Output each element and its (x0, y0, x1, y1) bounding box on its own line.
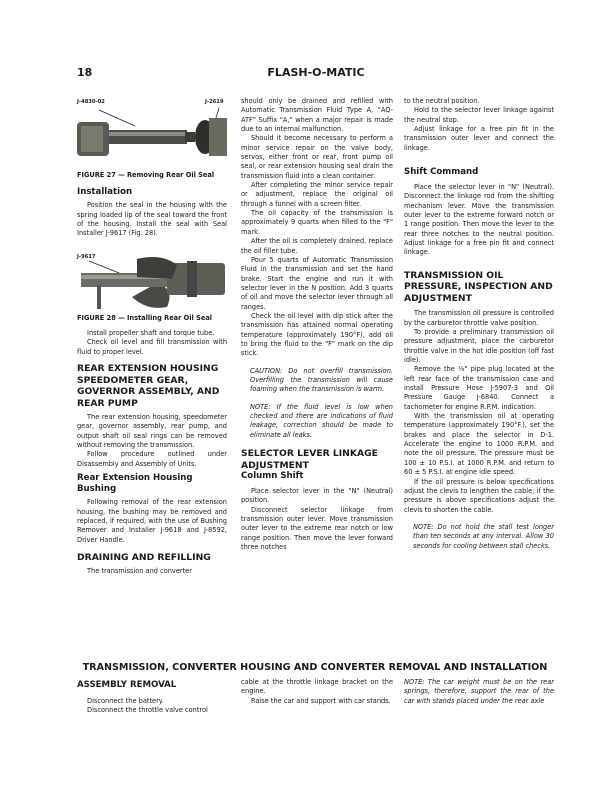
callout-label: J-4830-02 (77, 99, 105, 105)
callout-label: J-9617 (77, 253, 96, 260)
paragraph: to the neutral position. (404, 97, 480, 105)
paragraph: Should it become necessary to perform a minor service repair on the valve body, servos, either front or rear, front pump oil seal, or rear extension housing seal drain the transmission fluid into a clean container. (241, 134, 393, 180)
paragraph: The rear extension housing, speedometer gear, governor assembly, rear pump, and output shaft oil seal rings can be removed without removing the transmission. (77, 413, 227, 450)
paragraph: Install propeller shaft and torque tube. (87, 329, 215, 338)
column-1 (77, 96, 227, 577)
paragraph: Following removal of the rear extension housing, the bushing may be removed and replaced, if required, with the use of Bushing Remover and Installer J-9618 and J-8592, Driver Handle. (77, 498, 227, 544)
paragraph: Pour 5 quarts of Automatic Transmission Fluid in the transmission and set the hand brake. Start the engine and run it with selector lever in the N position. Add 3 quarts of oil and move the selector lever through all ranges. (241, 255, 393, 311)
paragraph: Raise the car and support with car stands. (251, 696, 391, 705)
figure-28 (77, 249, 227, 311)
bushing-heading: Rear Extension Housing Bushing (77, 473, 193, 495)
paragraph: After the oil is completely drained, replace the oil filler tube. (241, 237, 393, 255)
rear-extension-heading: REAR EXTENSION HOUSING SPEEDOMETER GEAR, GOVERNOR ASSEMBLY, AND REAR PUMP (77, 363, 220, 409)
stall-test-note: NOTE: Do not hold the stall test longer than ten seconds at any interval. Allow 30 seconds for cooling between stall checks. (413, 522, 554, 550)
running-title: FLASH-O-MATIC (267, 66, 365, 79)
paragraph: Follow procedure outlined under Disassembly and Assembly of Units. (77, 450, 227, 468)
figure-27 (77, 96, 227, 168)
car-weight-note: NOTE: The car weight must be on the rear springs, therefore, support the rear of the car with stands placed under the rear axle (404, 678, 554, 705)
caution-note: CAUTION: Do not overfill transmission. Overfilling the transmission will cause foaming when the transmission is warm. (250, 366, 393, 394)
column-2 (241, 97, 393, 552)
paragraph: Disconnect selector linkage from transmission outer lever. Move transmission outer lever to the extreme rear notch or low range position. Then move the lever forward three notches (241, 505, 393, 552)
removing-rear-oil-seal-photo (77, 96, 227, 168)
figure-28-caption: FIGURE 28 — Installing Rear Oil Seal (77, 313, 213, 322)
paragraph: Check the oil level with dip stick after the transmission has attained normal operating temperature (approximately 190°F), add oil to bring the fluid to the "F" mark on the dip stick. (241, 311, 393, 358)
oil-pressure-heading: TRANSMISSION OIL PRESSURE, INSPECTION AND ADJUSTMENT (404, 269, 553, 304)
column-shift-heading: Column Shift (241, 471, 304, 482)
installation-heading: Installation (77, 187, 133, 198)
paragraph: Place the selector lever in "N" (Neutral). Disconnect the linkage rod from the shifting mechanism lever. Move the transmission outer lever to the extreme forward notch or 1 range position. Then move the lever to the rear three notches to the neutral position. Adjust linkage for a free pin fit and connect linkage. (404, 183, 554, 257)
paragraph: To provide a preliminary transmission oil pressure adjustment, place the carburetor throttle valve in the hot idle position (off fast idle). (404, 328, 554, 365)
selector-linkage-heading: SELECTOR LEVER LINKAGE ADJUSTMENT (241, 448, 378, 471)
paragraph: If the oil pressure is below specifications adjust the clevis to lengthen the cable; if the pressure is above specifications adjust the clevis to shorten the cable. (404, 477, 554, 514)
paragraph: The transmission oil pressure is controlled by the carburetor throttle valve position. (404, 309, 554, 327)
paragraph: Remove the ⅛" pipe plug located at the left rear face of the transmission case and install Pressure Hose J-5907-3 and Oil Pressure Gauge J-6840. Connect a tachometer for engine R.P.M. indication. (404, 365, 554, 411)
draining-heading: DRAINING AND REFILLING (77, 551, 211, 563)
paragraph: The oil capacity of the transmission is approximately 9 quarts when filled to the "F" mark. (241, 209, 393, 236)
column-3 (404, 97, 554, 551)
paragraph: Disconnect the throttle valve control (87, 705, 208, 714)
figure-27-caption: FIGURE 27 — Removing Rear Oil Seal (77, 171, 215, 179)
fluid-note: NOTE: If the fluid level is low when checked and there are indications of fluid leakage, correction should be made to eliminate all leaks. (250, 402, 393, 439)
paragraph: Hold to the selector lever linkage against the neutral stop. (404, 106, 554, 124)
paragraph: cable at the throttle linkage bracket on the engine. (241, 678, 393, 696)
paragraph: The transmission and converter (87, 567, 192, 576)
paragraph: Adjust linkage for a free pin fit in the transmission outer lever and connect the linkage. (404, 125, 554, 152)
paragraph: should only be drained and refilled with Automatic Transmission Fluid Type A, "AQ-ATF" Suffix "A," when a major repair is made due to an internal malfunction. (241, 97, 393, 134)
installing-rear-oil-seal-photo (77, 249, 227, 311)
shift-command-heading: Shift Command (404, 167, 479, 178)
bottom-column-3 (404, 678, 554, 706)
paragraph: Place selector lever in the "N" (Neutral) position. (241, 487, 393, 505)
paragraph: Position the seal in the housing with the spring loaded lip of the seal toward the front of the housing. Install the seal with Seal Installer J-9617 (Fig. 28). (77, 201, 227, 238)
paragraph: Disconnect the battery. (87, 696, 164, 705)
callout-label: J-2619 (205, 99, 224, 105)
bottom-column-2 (241, 678, 393, 706)
paragraph: With the transmission oil at operating temperature (approximately 190°F.), set the brakes and place the selector in D-1. Accelerate the engine to 1000 R.P.M. and note the oil pressure. The pressure must be 100 ± 10 P.S.I. at 1000 R.P.M. and return to 60 ± 5 P.S.I. at engine idle speed. (404, 412, 554, 477)
section-banner: TRANSMISSION, CONVERTER HOUSING AND CONVERTER REMOVAL AND INSTALLATION (82, 662, 548, 673)
page-number: 18 (77, 66, 93, 79)
assembly-removal-heading: ASSEMBLY REMOVAL (77, 680, 177, 690)
bottom-column-1 (77, 680, 227, 715)
paragraph: Check oil level and fill transmission with fluid to proper level. (77, 338, 227, 356)
paragraph: After completing the minor service repair or adjustment, replace the original oil through a funnel with a screen filter. (241, 181, 393, 208)
